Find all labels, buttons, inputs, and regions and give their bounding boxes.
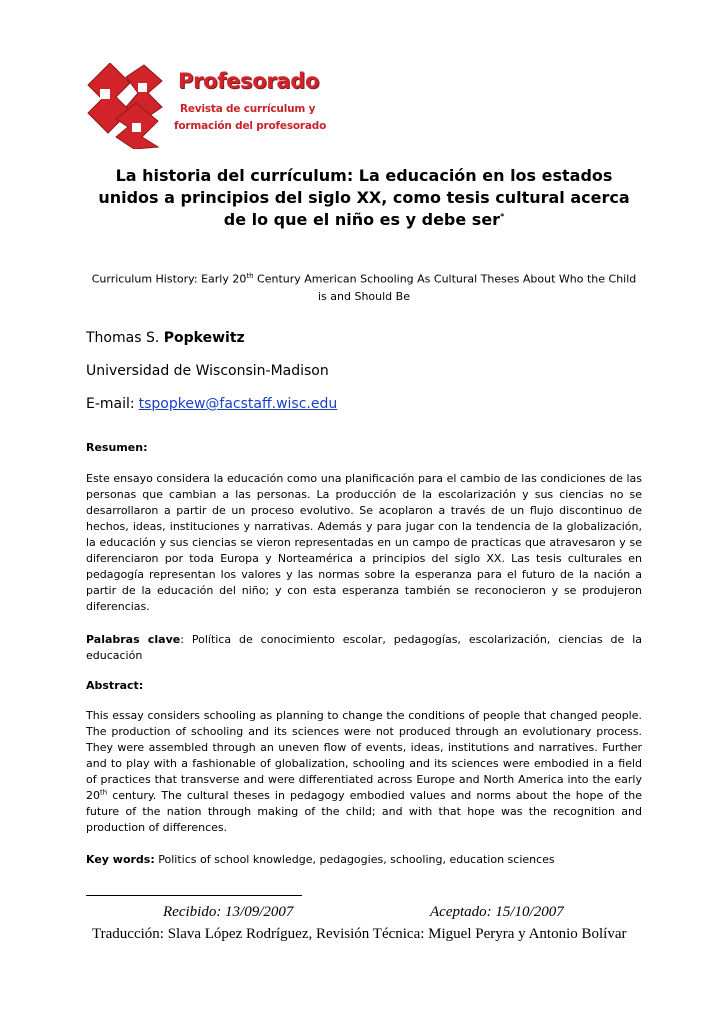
accepted-date: Aceptado: 15/10/2007 (430, 904, 564, 920)
abstract-part1: This essay considers schooling as planning to change the conditions of people that changed people. The production of schooling and its sciences were not produced through an evolutionary process. They were assembled through an uneven flow of events, ideas, institutions and narratives. Further and to play with a fashionable of globalization, schooling and its sciences were embodied in a field of practices that transverse and were differentiated across Europe and North America into the early 20 (86, 709, 642, 802)
palabras-text: : Política de conocimiento escolar, pedagogías, escolarización, ciencias de la educación (86, 633, 642, 662)
logo-tagline-1: Revista de currículum y (180, 103, 316, 115)
logo-title: Profesorado (178, 69, 320, 93)
key-words-text: Politics of school knowledge, pedagogies, schooling, education sciences (154, 853, 555, 866)
translation-credit: Traducción: Slava López Rodríguez, Revisión Técnica: Miguel Peryra y Antonio Bolívar (92, 926, 627, 942)
resumen-heading: Resumen: (86, 441, 148, 454)
article-title (86, 165, 642, 231)
affiliation: Universidad de Wisconsin-Madison (86, 363, 329, 379)
palabras-label: Palabras clave (86, 633, 181, 646)
english-title-part1: Curriculum History: Early 20 (91, 272, 247, 286)
author (86, 330, 245, 346)
footnote-rule (86, 895, 302, 896)
abstract-heading: Abstract: (86, 679, 144, 692)
english-title (86, 268, 642, 305)
article-title-text: La historia del currículum: La educación en los estados unidos a principios del siglo XX, como tesis cultural acerca de lo que el niño es y debe ser (98, 166, 630, 229)
resumen-body: Este ensayo considera la educación como una planificación para el cambio de las condiciones de las personas que cambian a las personas. La producción de la escolarización y sus ciencias no se desarrollaron a partir de un proceso evolutivo. Se acoplaron a través de un flujo discontinuo de hechos, ideas, instituciones y narrativas. Además y para jugar con la tendencia de la globalización, la educación y sus ciencias se vieron representadas en un campo de practicas que atravesaron y se diferenciaron por toda Europa y Norteamérica a principios del siglo XX. Las tesis culturales en pedagogía representan los valores y las normas sobre la esperanza para el futuro de la nación a partir de la educación del niño; y con esta esperanza también se reconocieron y se produjeron diferencias. (86, 472, 642, 613)
abstract-body (86, 708, 642, 836)
key-words-label: Key words: (86, 853, 155, 866)
palabras-clave (86, 632, 642, 664)
journal-logo (86, 63, 327, 149)
author-last: Popkewitz (163, 330, 245, 346)
author-first: Thomas S. (86, 330, 160, 346)
email-label: E-mail: (86, 396, 135, 412)
received-date: Recibido: 13/09/2007 (163, 904, 294, 920)
abstract-sup: th (100, 788, 108, 797)
profesorado-logo-mark (86, 63, 178, 149)
key-words (86, 852, 642, 868)
title-footnote-mark[interactable]: * (500, 212, 505, 221)
email-line (86, 396, 337, 412)
logo-tagline-2: formación del profesorado (174, 120, 327, 132)
email-link[interactable]: tspopkew@facstaff.wisc.edu (138, 396, 338, 412)
abstract-part2: century. The cultural theses in pedagogy embodied values and norms about the hope of the future of the nation through making of the child; and with that hope was the recognition and production of differences. (86, 789, 642, 834)
english-title-part2: Century American Schooling As Cultural Theses About Who the Child is and Should Be (253, 272, 637, 303)
english-title-sup: th (246, 272, 254, 280)
